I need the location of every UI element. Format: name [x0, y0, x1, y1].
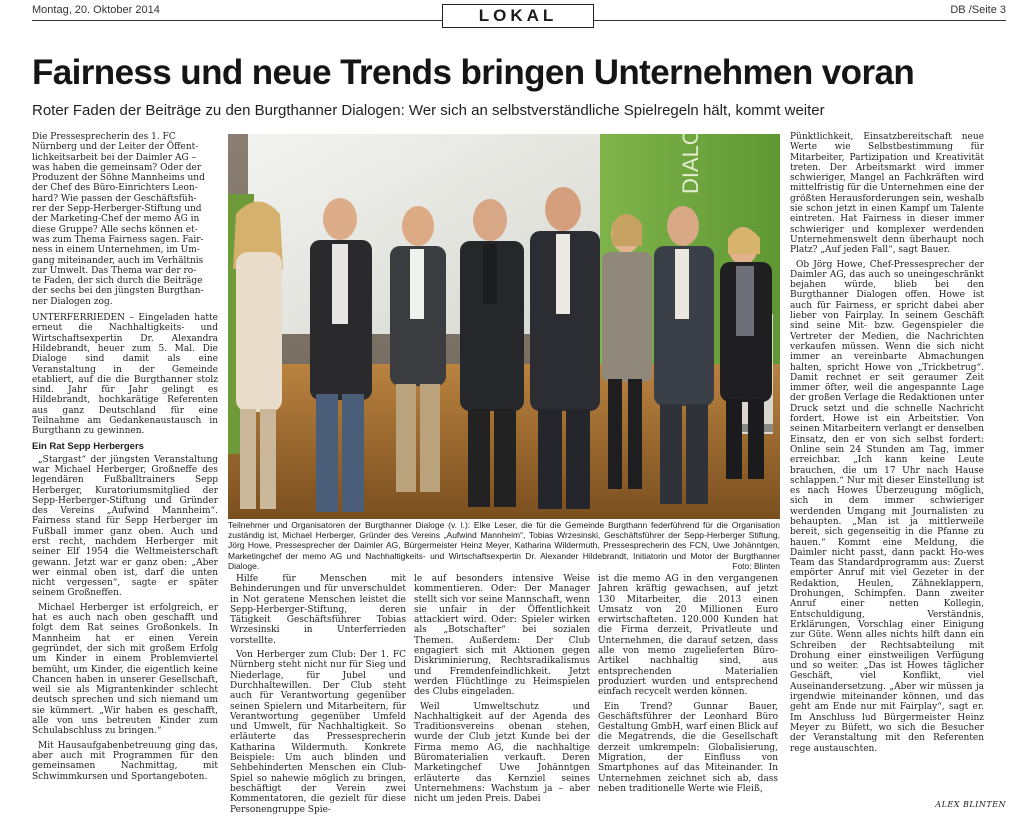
- article-column-2: [230, 574, 406, 819]
- paragraph: Hilfe für Menschen mit Behinderungen und für unverschuldet in Not geratene Menschen leistet die Sepp-Herberger-Stiftung, deren Tätigkeit Geschäftsführer Tobias Wrzesinski in Unterferrieden vorstellte.: [230, 574, 406, 646]
- paragraph: Weil Umweltschutz und Nachhaltigkeit auf der Agenda des Traditionsvereins obenan stehen, wurde der Club jetzt Kunde bei der Firma memo AG, die nachhaltige Büromaterialien verkauft. Deren Marketingchef Uwe Johänntgen erläuterte das Kernziel seines Unternehmens: Wachstum ja – aber nicht um jeden Preis. Dabei: [414, 701, 590, 805]
- subheading: Ein Rat Sepp Herbergers: [32, 440, 144, 452]
- page-header: [0, 0, 1024, 34]
- caption-text: Teilnehmer und Organisatoren der Burgthanner Dialoge (v. l.): Elke Leser, die für die Gemeinde Burgthann federführend für die Organisation zuständig ist, Michael Herberger, Gründer des Vereins „Aufwind Mannheim“, Tobias Wrzesinski, Geschäftsführer der Sepp-Herberger Stiftung, Jörg Howe, Pressesprecher der Daimler AG, Bürgermeister Heinz Meyer, Katharina Wildermuth, Pressesprecherin des FCN, Uwe Johänntgen, Marketingchef der memo AG und Nachhaltigkeits- und Wirtschaftsexpertin Dr. Alexander Hildebrandt, Initiatorin und Motor der Burgthanner Dialoge.: [228, 520, 780, 571]
- intro-text: Die Pressesprecherin des 1. FC Nürnberg und der Leiter der Öffent- lichkeitsarbeit bei der Daimler AG – was haben die gemeinsam? Oder der Produzent der Söhne Mannheims und der Chef des Büro-Einrichters Leon- hard? Wie passen der Geschäftsfüh- rer der Sepp-Herberger-Stiftung und der Marketing-Chef der memo AG in diese Gruppe? Alle sechs können et- was zum Thema Fairness sagen. Fair- ness in einem Unternehmen, im Um- gang miteinander, auch im Verhältnis zur Umwelt. Das Thema war der ro- te Faden, der sich durch die Beiträge der sechs bei den jüngsten Burgthan- ner Dialogen zog.: [32, 132, 205, 307]
- author-byline: ALEX BLINTEN: [935, 800, 1006, 809]
- paragraph: Pünktlichkeit, Einsatzbereitschaft neue Werte wie Selbstbestimmung für Mitarbeiter, Partizipation und Kreativität treten. Der Arbeitsmarkt wird immer schwieriger, Mangel an Fachkräften wird mittelfristig für die Unternehmen eine der größten Herausforderungen sein, weshalb sie schon jetzt in einen Kampf um Talente eintreten. Hat Fairness in dieser immer schwieriger und komplexer werdenden Unternehmenswelt denn überhaupt noch Platz? „Auf jeden Fall“, sagt Bauer.: [790, 132, 984, 256]
- paragraph: Von Herberger zum Club: Der 1. FC Nürnberg steht nicht nur für Sieg und Niederlage, für Jubel und Durchhaltewillen. Der Club steht auch für Verantwortung gegenüber seinen Spielern und Mitarbeitern, für Verantwortung gegenüber Umfeld und Umwelt, für Nachhaltigkeit. So erläuterte das Pressesprecherin Katharina Wildermuth. Konkrete Beispiele: Um auch blinden und Sehbehinderten Menschen ein Club-Spiel so nahewie möglich zu bringen, beschäftigt der Verein zwei Kommentatoren, die gezielt für diese Personengruppe Spie-: [230, 650, 406, 815]
- paragraph: „Stargast“ der jüngsten Veranstaltung war Michael Herberger, Großneffe des legendären Fußballtrainers Sepp Herberger, Kuratoriumsmitglied der Sepp-Herberger-Stiftung und Gründer des Vereins „Aufwind Mannheim“. Fairness stand für Sepp Herberger im Fußball immer ganz oben. Auch und erst recht, nachdem Herberger mit seiner Elf 1954 die Weltmeisterschaft gewann. Jetzt war er ganz oben: „Aber wer einmal oben ist, darf die unten nicht vergessen“, sagte er später seinem Großneffen.: [32, 454, 218, 599]
- page-number: DB /Seite 3: [950, 4, 1006, 16]
- svg-text:DIALOG: DIALOG: [678, 134, 703, 194]
- group-photo: [228, 134, 780, 519]
- header-rule-right: [594, 20, 1006, 21]
- article-column-3: [414, 574, 590, 819]
- paragraph: Ein Trend? Gunnar Bauer, Geschäftsführer der Leonhard Büro Gestaltung GmbH, warf einen Blick auf die Megatrends, die die Gesellschaft derzeit umkrempeln: Globalisierung, Migration, der Einfluss von Smartphones auf das Miteinander. In Unternehmen zeichnet sich ab, dass neben traditionelle Werte wie Fleiß,: [598, 701, 778, 794]
- paragraph: ist die memo AG in den vergangenen Jahren kräftig gewachsen, auf jetzt 130 Mitarbeiter, die 2013 einen Umsatz von 20 Millionen Euro erwirtschafteten. 120.000 Kunden hat die Firma derzeit, Privatleute und Unternehmen, die darauf setzen, dass alle von memo zugelieferten Büro-Artikel nachhaltig sind, aus entsprechenden Materialien produziert wurden und entsprechend einfach recycelt werden können.: [598, 574, 778, 698]
- issue-date: Montag, 20. Oktober 2014: [32, 4, 160, 16]
- paragraph: Mit Hausaufgabenbetreuung ging das, aber auch mit Programmen für den gemeinsamen Nachmittag, mit Schwimmkursen und Sportangeboten.: [32, 740, 218, 782]
- paragraph: Ob Jörg Howe, Chef-Pressesprecher der Daimler AG, das auch so uneingeschränkt bejahen würde, blieb bei den Burgthanner Dialogen offen. Howe ist auch für Fairness, er spricht dabei aber lieber von Fairplay. In seinem Geschäft sind seine Mit- bzw. Gegenspieler die Vertreter der Medien, die Nachrichten verkaufen müssen. Wenn die sich nicht immer an vereinbarte Abmachungen halten, spricht Howe von „Trickbetrug“. Damit rechnet er seit geraumer Zeit immer öfter, weil die angespannte Lage der großen Verlage die Redaktionen unter Druck setzt und die schnelle Nachricht fordert. Howe ist ein Arbeitstier. Von seinen Mitarbeitern verlangt er denselben Einsatz, den er von sich selbst fordert: Online sein 24 Stunden am Tag, immer erreichbar. „Ich kann keine Leute brauchen, die um 17 Uhr nach Hause schlappen.“ Nur mit dieser Einstellung ist es nach Howes Überzeugung möglich, sich in dem immer schwieriger werdenden Umgang mit Journalisten zu behaupten. „Man ist ja mittlerweile bereit, sich gegenseitig in die Pfanne zu hauen.“ Kommt eine Meldung, die Daimler nicht passt, dann packt Ho-wes Team das Standardprogramm aus: Zuerst empörter Anruf mit viel Gezeter in der Redaktion, Heulen, Zähneklappern, Drohungen, Schimpfen. Dann zweiter Anruf einer netten Kollegin, Entschuldigung, Verständnis, Erklärungen, Vorschlag einer Einigung zur Güte. Wenn alles nichts hilft dann ein Schreiben der Rechtsabteilung mit Drohung einer einstweiligen Verfügung und so weiter. „Das ist Howes täglicher Geschäft, viel Konflikt, viel Auseinandersetzung. „Aber wir müssen ja irgendwie miteinander können, und das geht am Ende nur mit Fairplay“, sagt er. Im Anschluss lud Bürgermeister Heinz Meyer zu Büfett, wo sich die Besucher der Veranstaltung mit den Referenten rege austauschten.: [790, 259, 984, 754]
- paragraph: Michael Herberger ist erfolgreich, er hat es auch nach oben geschafft und folgt dem Rat seines Großonkels. In Mannheim hat er einen Verein gegründet, der sich mit großem Erfolg um Kinder in einem Problemviertel bemüht, um Kinder, die eigentlich keine Chancen haben in unserer Gesellschaft, weil sie als Migrantenkinder schlecht deutsch sprechen und sich niemand um sie kümmert. „Wir haben es geschafft, alle von uns betreuten Kinder zum Schulabschluss zu bringen.“: [32, 602, 218, 737]
- article-column-4: [598, 574, 778, 819]
- group-photo-image: [228, 134, 780, 519]
- photo-caption: [228, 520, 780, 571]
- paragraph: UNTERFERRIEDEN – Eingeladen hatte erneut die Nachhaltigkeits- und Wirtschaftsexpertin Dr. Alexandra Hildebrandt, heuer zum 5. Mal. Die Dialoge sind damit als eine Veranstaltung in der Gemeinde etabliert, auf die die Burgthanner stolz sind. Jahr für Jahr gelingt es Hildebrandt, hochkarätige Referenten aus ganz Deutschland für eine Teilnahme am Gedankenaustausch in Burgthann zu gewinnen.: [32, 313, 218, 437]
- headline: Fairness und neue Trends bringen Unternehmen voran: [32, 53, 915, 92]
- article-column-5: [790, 132, 984, 812]
- section-label: LOKAL: [442, 4, 594, 28]
- article-column-1: [32, 132, 218, 812]
- paragraph: le auf besonders intensive Weise kommentieren. Oder: Der Manager stellt sich vor seine Mannschaft, wenn sie unfair in der Öffentlichkeit attackiert wird. Oder: Spieler wirken als „Botschafter“ bei sozialen Themen. Außerdem: Der Club engagiert sich mit Aktionen gegen Diskriminierung, Rechtsradikalismus und Fremdenfeindlichkeit. Jetzt werden Flüchtlinge zu Heimspielen des Clubs eingeladen.: [414, 574, 590, 698]
- subheadline: Roter Faden der Beiträge zu den Burgthanner Dialogen: Wer sich an selbstverständliche Spielregeln hält, kommt weiter: [32, 102, 825, 119]
- header-rule-left: [32, 20, 442, 21]
- photo-credit: Foto: Blinten: [732, 560, 780, 571]
